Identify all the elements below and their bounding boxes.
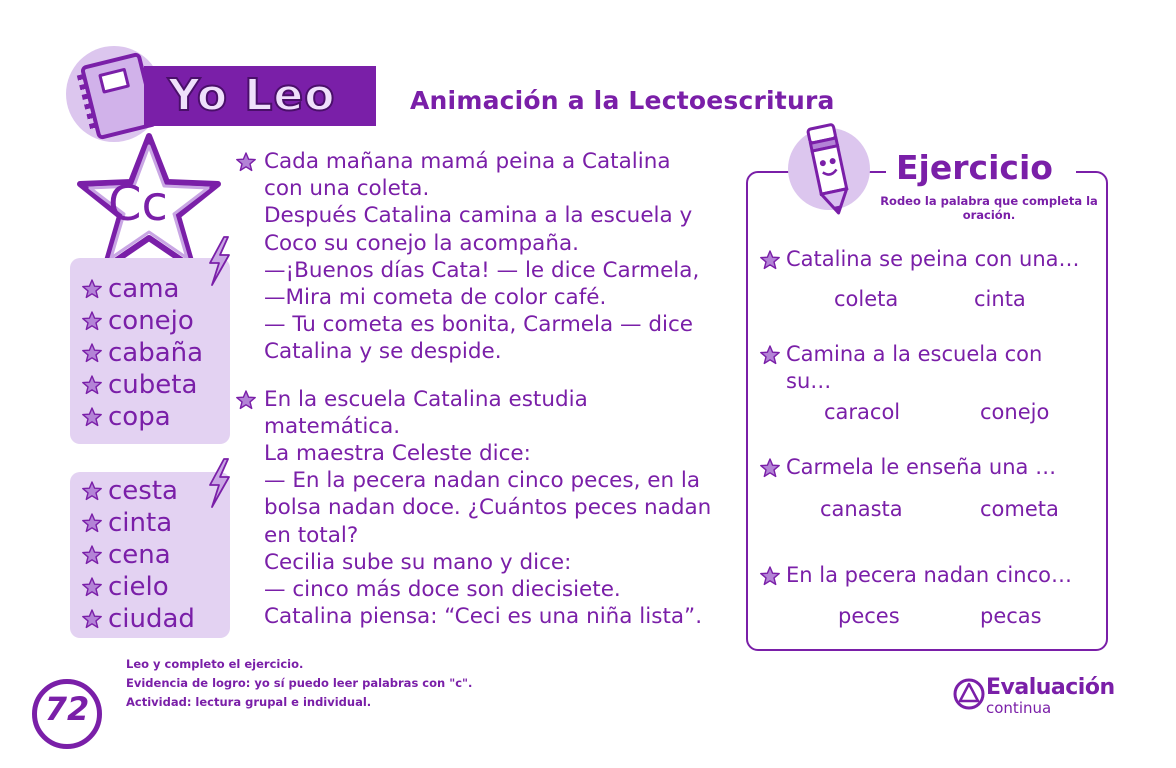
star-bullet-icon bbox=[82, 577, 102, 597]
star-bullet-icon bbox=[236, 152, 256, 172]
pencil-character-icon bbox=[800, 118, 858, 218]
star-bullet-icon bbox=[82, 279, 102, 299]
word-list-2 bbox=[82, 475, 195, 635]
list-item: cinta bbox=[82, 507, 195, 539]
list-item: conejo bbox=[82, 305, 203, 337]
footer-line-1: Leo y completo el ejercicio. bbox=[126, 657, 304, 671]
star-bullet-icon bbox=[82, 375, 102, 395]
star-bullet-icon bbox=[82, 609, 102, 629]
exercise-instruction: Rodeo la palabra que completa la oración. bbox=[880, 194, 1098, 222]
evaluation-logo-icon bbox=[952, 677, 986, 711]
page-number: 72 bbox=[44, 690, 90, 728]
list-item: cama bbox=[82, 273, 203, 305]
exercise-question-1: Catalina se peina con una… bbox=[760, 246, 1100, 273]
star-bullet-icon bbox=[82, 481, 102, 501]
word-list-1 bbox=[82, 273, 203, 433]
list-item: cabaña bbox=[82, 337, 203, 369]
list-item: cesta bbox=[82, 475, 195, 507]
option-caracol[interactable]: caracol bbox=[824, 400, 901, 424]
story-paragraph-2: En la escuela Catalina estudia matemática. La maestra Celeste dice: — En la pecera nadan cinco peces, en la bolsa nadan doce. ¿Cuántos peces nadan en total? Cecilia sube su mano y dice: — cinco más doce son diecisiete. Catalina piensa: “Ceci es una niña lista”. bbox=[236, 386, 746, 631]
star-bullet-icon bbox=[82, 513, 102, 533]
exercise-question-4: En la pecera nadan cinco… bbox=[760, 562, 1100, 589]
exercise-title: Ejercicio bbox=[896, 148, 1053, 187]
star-bullet-icon bbox=[82, 311, 102, 331]
star-bullet-icon bbox=[82, 407, 102, 427]
evaluation-subtitle: continua bbox=[986, 699, 1052, 717]
star-bullet-icon bbox=[760, 345, 780, 365]
lightning-bolt-icon bbox=[206, 458, 232, 508]
page-subtitle: Animación a la Lectoescritura bbox=[410, 86, 835, 115]
exercise-question-2: Camina a la escuela con su… bbox=[760, 341, 1070, 395]
list-item: copa bbox=[82, 401, 203, 433]
exercise-question-3: Carmela le enseña una … bbox=[760, 454, 1100, 481]
story-text bbox=[236, 148, 746, 630]
star-bullet-icon bbox=[760, 566, 780, 586]
footer-line-3: Actividad: lectura grupal e individual. bbox=[126, 695, 372, 709]
footer-notes bbox=[126, 655, 472, 712]
star-bullet-icon bbox=[82, 545, 102, 565]
star-bullet-icon bbox=[236, 390, 256, 410]
option-pecas[interactable]: pecas bbox=[980, 604, 1042, 628]
star-bullet-icon bbox=[82, 343, 102, 363]
option-coleta[interactable]: coleta bbox=[834, 287, 899, 311]
lightning-bolt-icon bbox=[206, 236, 232, 286]
evaluation-title: Evaluación bbox=[986, 675, 1115, 700]
list-item: cielo bbox=[82, 571, 195, 603]
option-conejo[interactable]: conejo bbox=[980, 400, 1050, 424]
list-item: cubeta bbox=[82, 369, 203, 401]
story-paragraph-1: Cada mañana mamá peina a Catalina con una coleta. Después Catalina camina a la escuela y Coco su conejo la acompaña. —¡Buenos días Cata! — le dice Carmela, —Mira mi cometa de color café. — Tu cometa es bonita, Carmela — dice Catalina y se despide. bbox=[236, 148, 746, 366]
featured-letter: Cc bbox=[108, 176, 168, 232]
list-item: cena bbox=[82, 539, 195, 571]
option-cometa[interactable]: cometa bbox=[980, 497, 1059, 521]
footer-line-2: Evidencia de logro: yo sí puedo leer palabras con "c". bbox=[126, 676, 473, 690]
option-canasta[interactable]: canasta bbox=[820, 497, 903, 521]
list-item: ciudad bbox=[82, 603, 195, 635]
option-peces[interactable]: peces bbox=[838, 604, 900, 628]
option-cinta[interactable]: cinta bbox=[974, 287, 1026, 311]
star-bullet-icon bbox=[760, 250, 780, 270]
banner-title: Yo Leo bbox=[168, 70, 336, 121]
star-bullet-icon bbox=[760, 458, 780, 478]
